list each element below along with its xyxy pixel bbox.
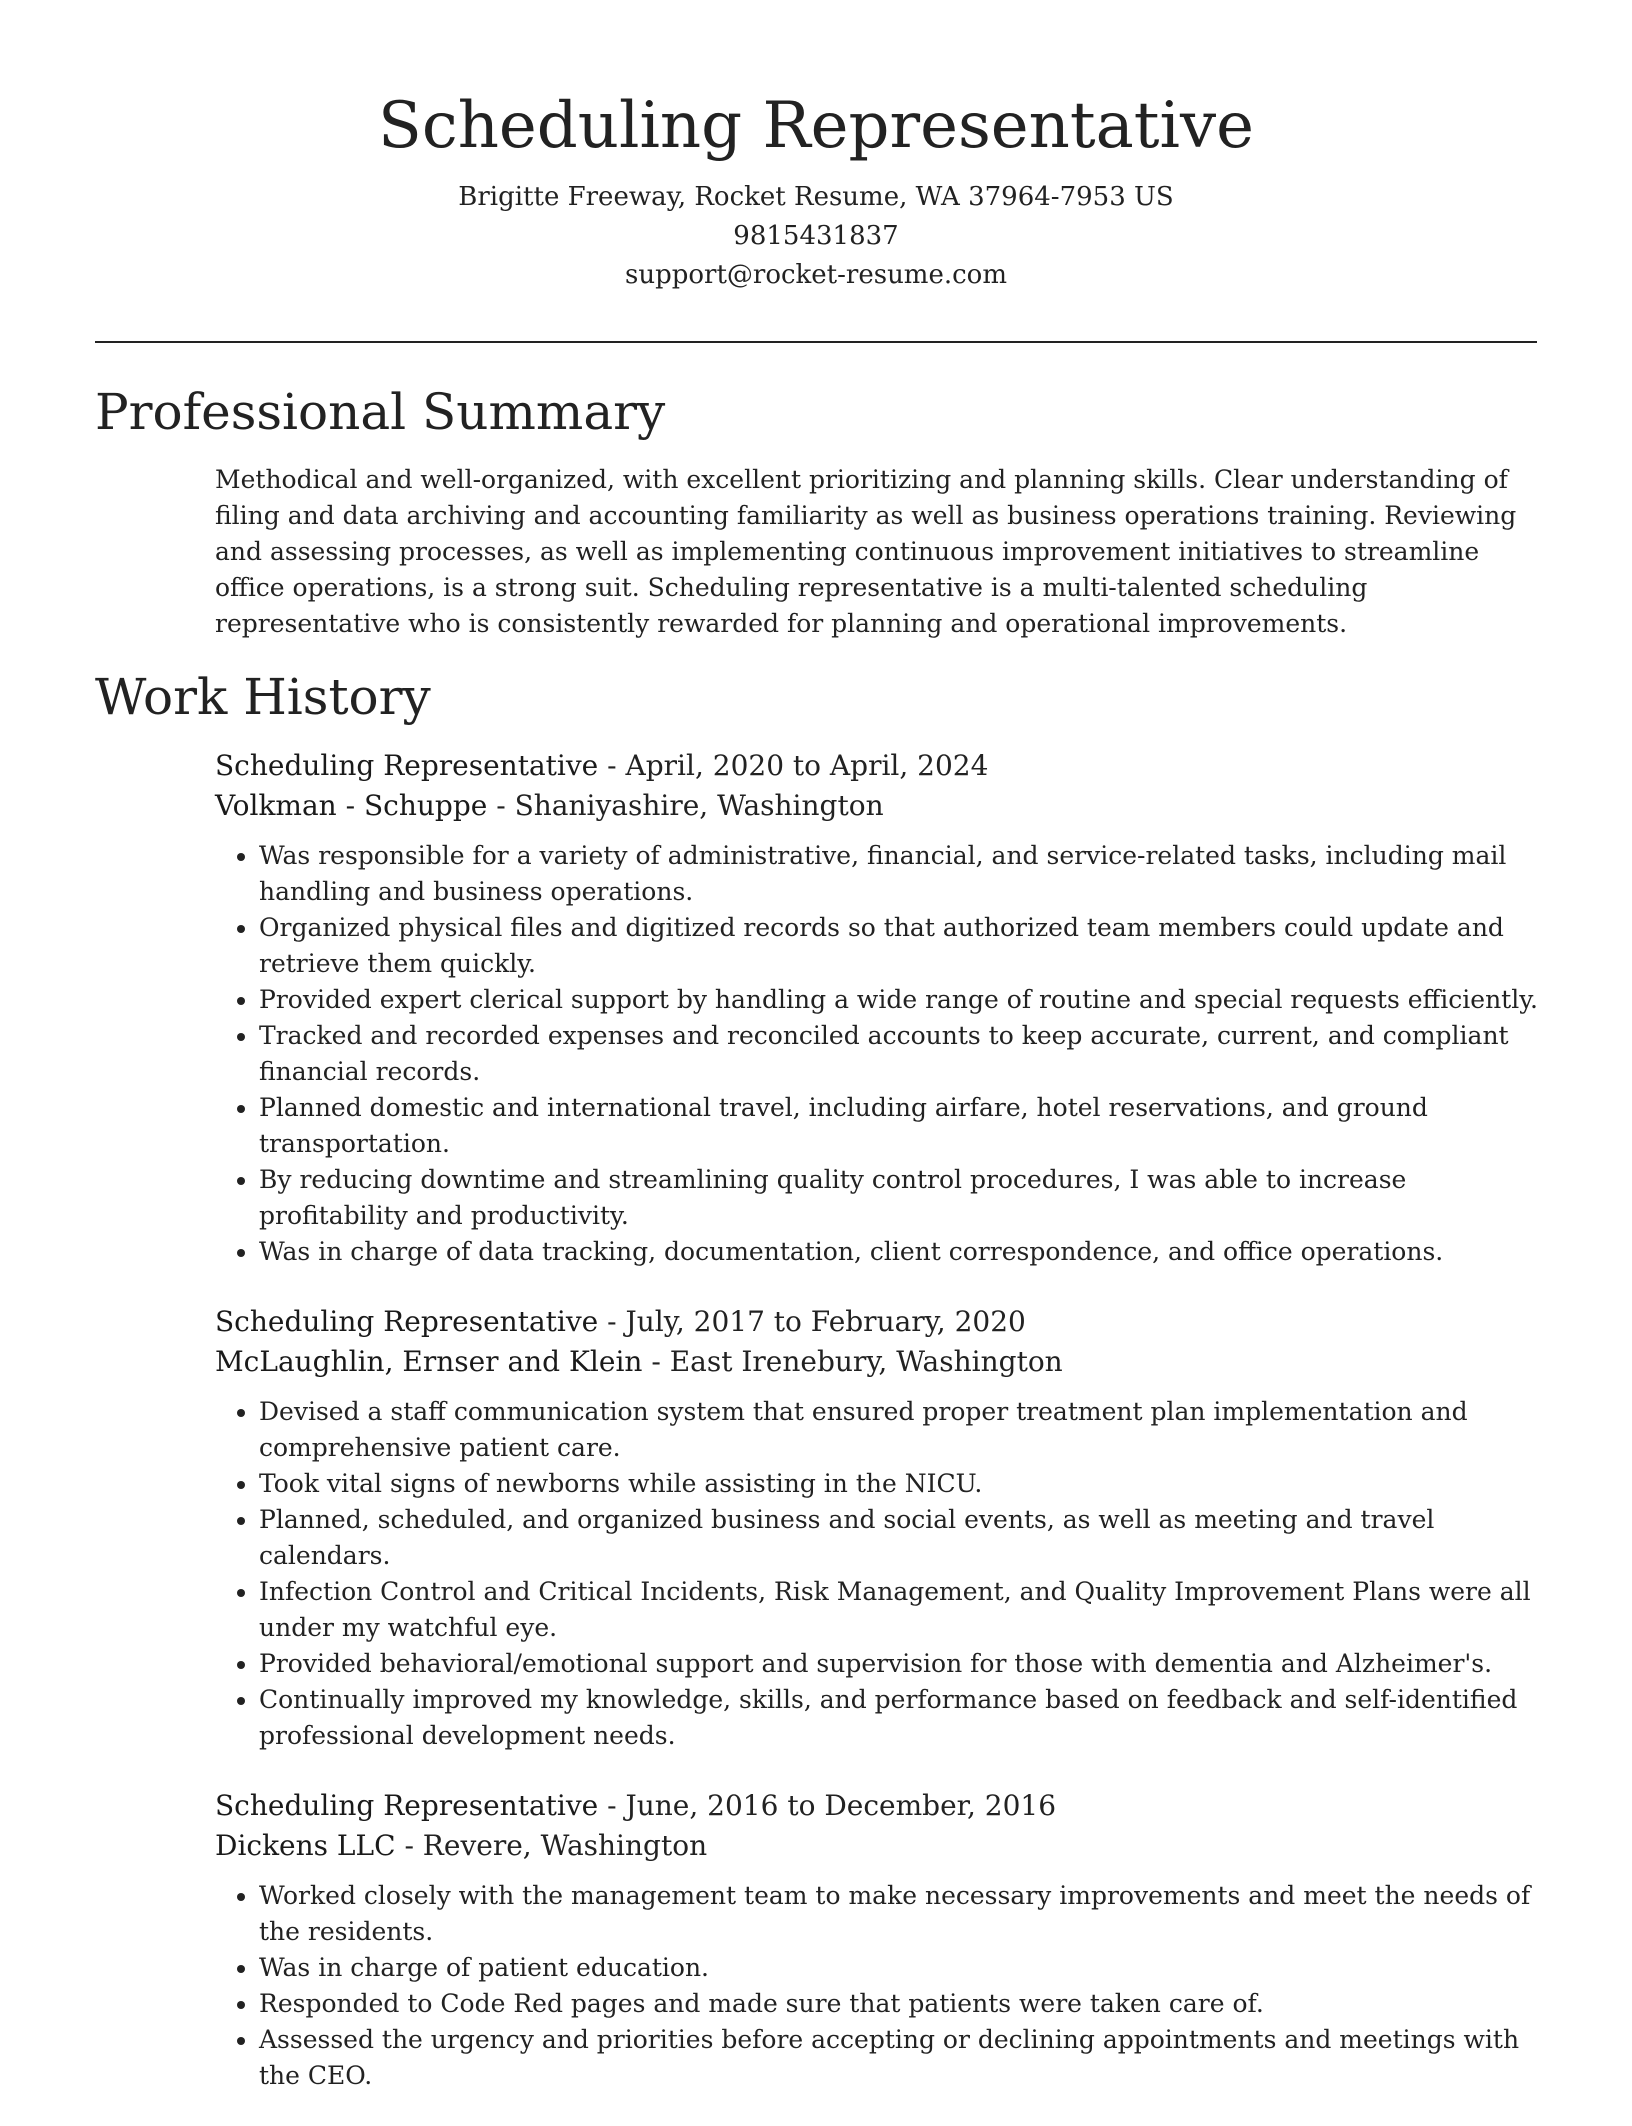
header-divider <box>95 341 1537 343</box>
job-entry <box>215 1302 1540 1754</box>
job-bullet: • Planned domestic and international travel, including airfare, hotel reservations, and ground transportation. <box>259 1090 1540 1162</box>
job-location: - Revere, Washington <box>395 1829 708 1862</box>
job-company: Volkman - Schuppe <box>215 789 488 822</box>
job-bullet: • Tracked and recorded expenses and reconciled accounts to keep accurate, current, and compliant financial records. <box>259 1018 1540 1090</box>
job-bullet: • Was responsible for a variety of administrative, financial, and service-related tasks, including mail handling and business operations. <box>259 838 1540 910</box>
contact-info <box>0 178 1632 295</box>
job-dates: - April, 2020 to April, 2024 <box>598 749 989 782</box>
job-bullet: • By reducing downtime and streamlining quality control procedures, I was able to increase profitability and productivity. <box>259 1162 1540 1234</box>
job-bullet: • Planned, scheduled, and organized business and social events, as well as meeting and travel calendars. <box>259 1502 1540 1574</box>
job-bullets <box>215 1878 1540 2094</box>
job-title: Scheduling Representative <box>215 1789 599 1822</box>
job-company-line <box>215 1342 1540 1382</box>
job-bullet: • Assessed the urgency and priorities before accepting or declining appointments and meetings with the CEO. <box>259 2022 1540 2094</box>
job-bullet: • Provided expert clerical support by handling a wide range of routine and special requests efficiently. <box>259 982 1540 1018</box>
job-company: Dickens LLC <box>215 1829 396 1862</box>
job-bullet: • Organized physical files and digitized records so that authorized team members could update and retrieve them quickly. <box>259 910 1540 982</box>
job-company: McLaughlin, Ernser and Klein <box>215 1345 643 1378</box>
job-entry <box>215 1786 1540 2094</box>
job-bullet: • Responded to Code Red pages and made sure that patients were taken care of. <box>259 1986 1540 2022</box>
job-title-line <box>215 746 1540 786</box>
job-company-line <box>215 1826 1540 1866</box>
job-bullet: • Continually improved my knowledge, skills, and performance based on feedback and self-identified professional development needs. <box>259 1682 1540 1754</box>
job-title-line <box>215 1302 1540 1342</box>
job-location: - Shaniyashire, Washington <box>487 789 884 822</box>
resume-header <box>0 0 1632 295</box>
phone: 9815431837 <box>733 221 899 251</box>
job-bullet: • Provided behavioral/emotional support and supervision for those with dementia and Alzheimer's. <box>259 1646 1540 1682</box>
job-bullet: • Was in charge of patient education. <box>259 1950 1540 1986</box>
work-history-list <box>215 746 1540 2126</box>
job-bullet: • Devised a staff communication system that ensured proper treatment plan implementation and comprehensive patient care. <box>259 1394 1540 1466</box>
job-bullet: • Took vital signs of newborns while assisting in the NICU. <box>259 1466 1540 1502</box>
job-bullet: • Worked closely with the management team to make necessary improvements and meet the needs of the residents. <box>259 1878 1540 1950</box>
address: Brigitte Freeway, Rocket Resume, WA 37964-7953 US <box>458 182 1174 212</box>
job-location: - East Irenebury, Washington <box>642 1345 1063 1378</box>
job-dates: - June, 2016 to December, 2016 <box>598 1789 1057 1822</box>
job-bullets <box>215 1394 1540 1754</box>
work-history-heading: Work History <box>95 668 431 726</box>
candidate-name: Scheduling Representative <box>378 89 1254 163</box>
job-bullet: • Was in charge of data tracking, documentation, client correspondence, and office operations. <box>259 1234 1540 1270</box>
summary-text: Methodical and well-organized, with excellent prioritizing and planning skills. Clear understanding of filing and data archiving and accounting familiarity as well as business operations training. Reviewing and assessing processes, as well as implementing continuous improvement initiatives to streamline office operations, is a strong suit. Scheduling representative is a multi-talented scheduling representative who is consistently rewarded for planning and operational improvements. <box>215 465 1517 638</box>
job-bullets <box>215 838 1540 1270</box>
job-title: Scheduling Representative <box>215 1305 599 1338</box>
job-company-line <box>215 786 1540 826</box>
email: support@rocket-resume.com <box>624 260 1007 290</box>
job-title-line <box>215 1786 1540 1826</box>
job-entry <box>215 746 1540 1270</box>
job-dates: - July, 2017 to February, 2020 <box>598 1305 1026 1338</box>
summary-heading: Professional Summary <box>95 383 666 441</box>
job-title: Scheduling Representative <box>215 749 599 782</box>
job-bullet: • Infection Control and Critical Incidents, Risk Management, and Quality Improvement Plans were all under my watchful eye. <box>259 1574 1540 1646</box>
